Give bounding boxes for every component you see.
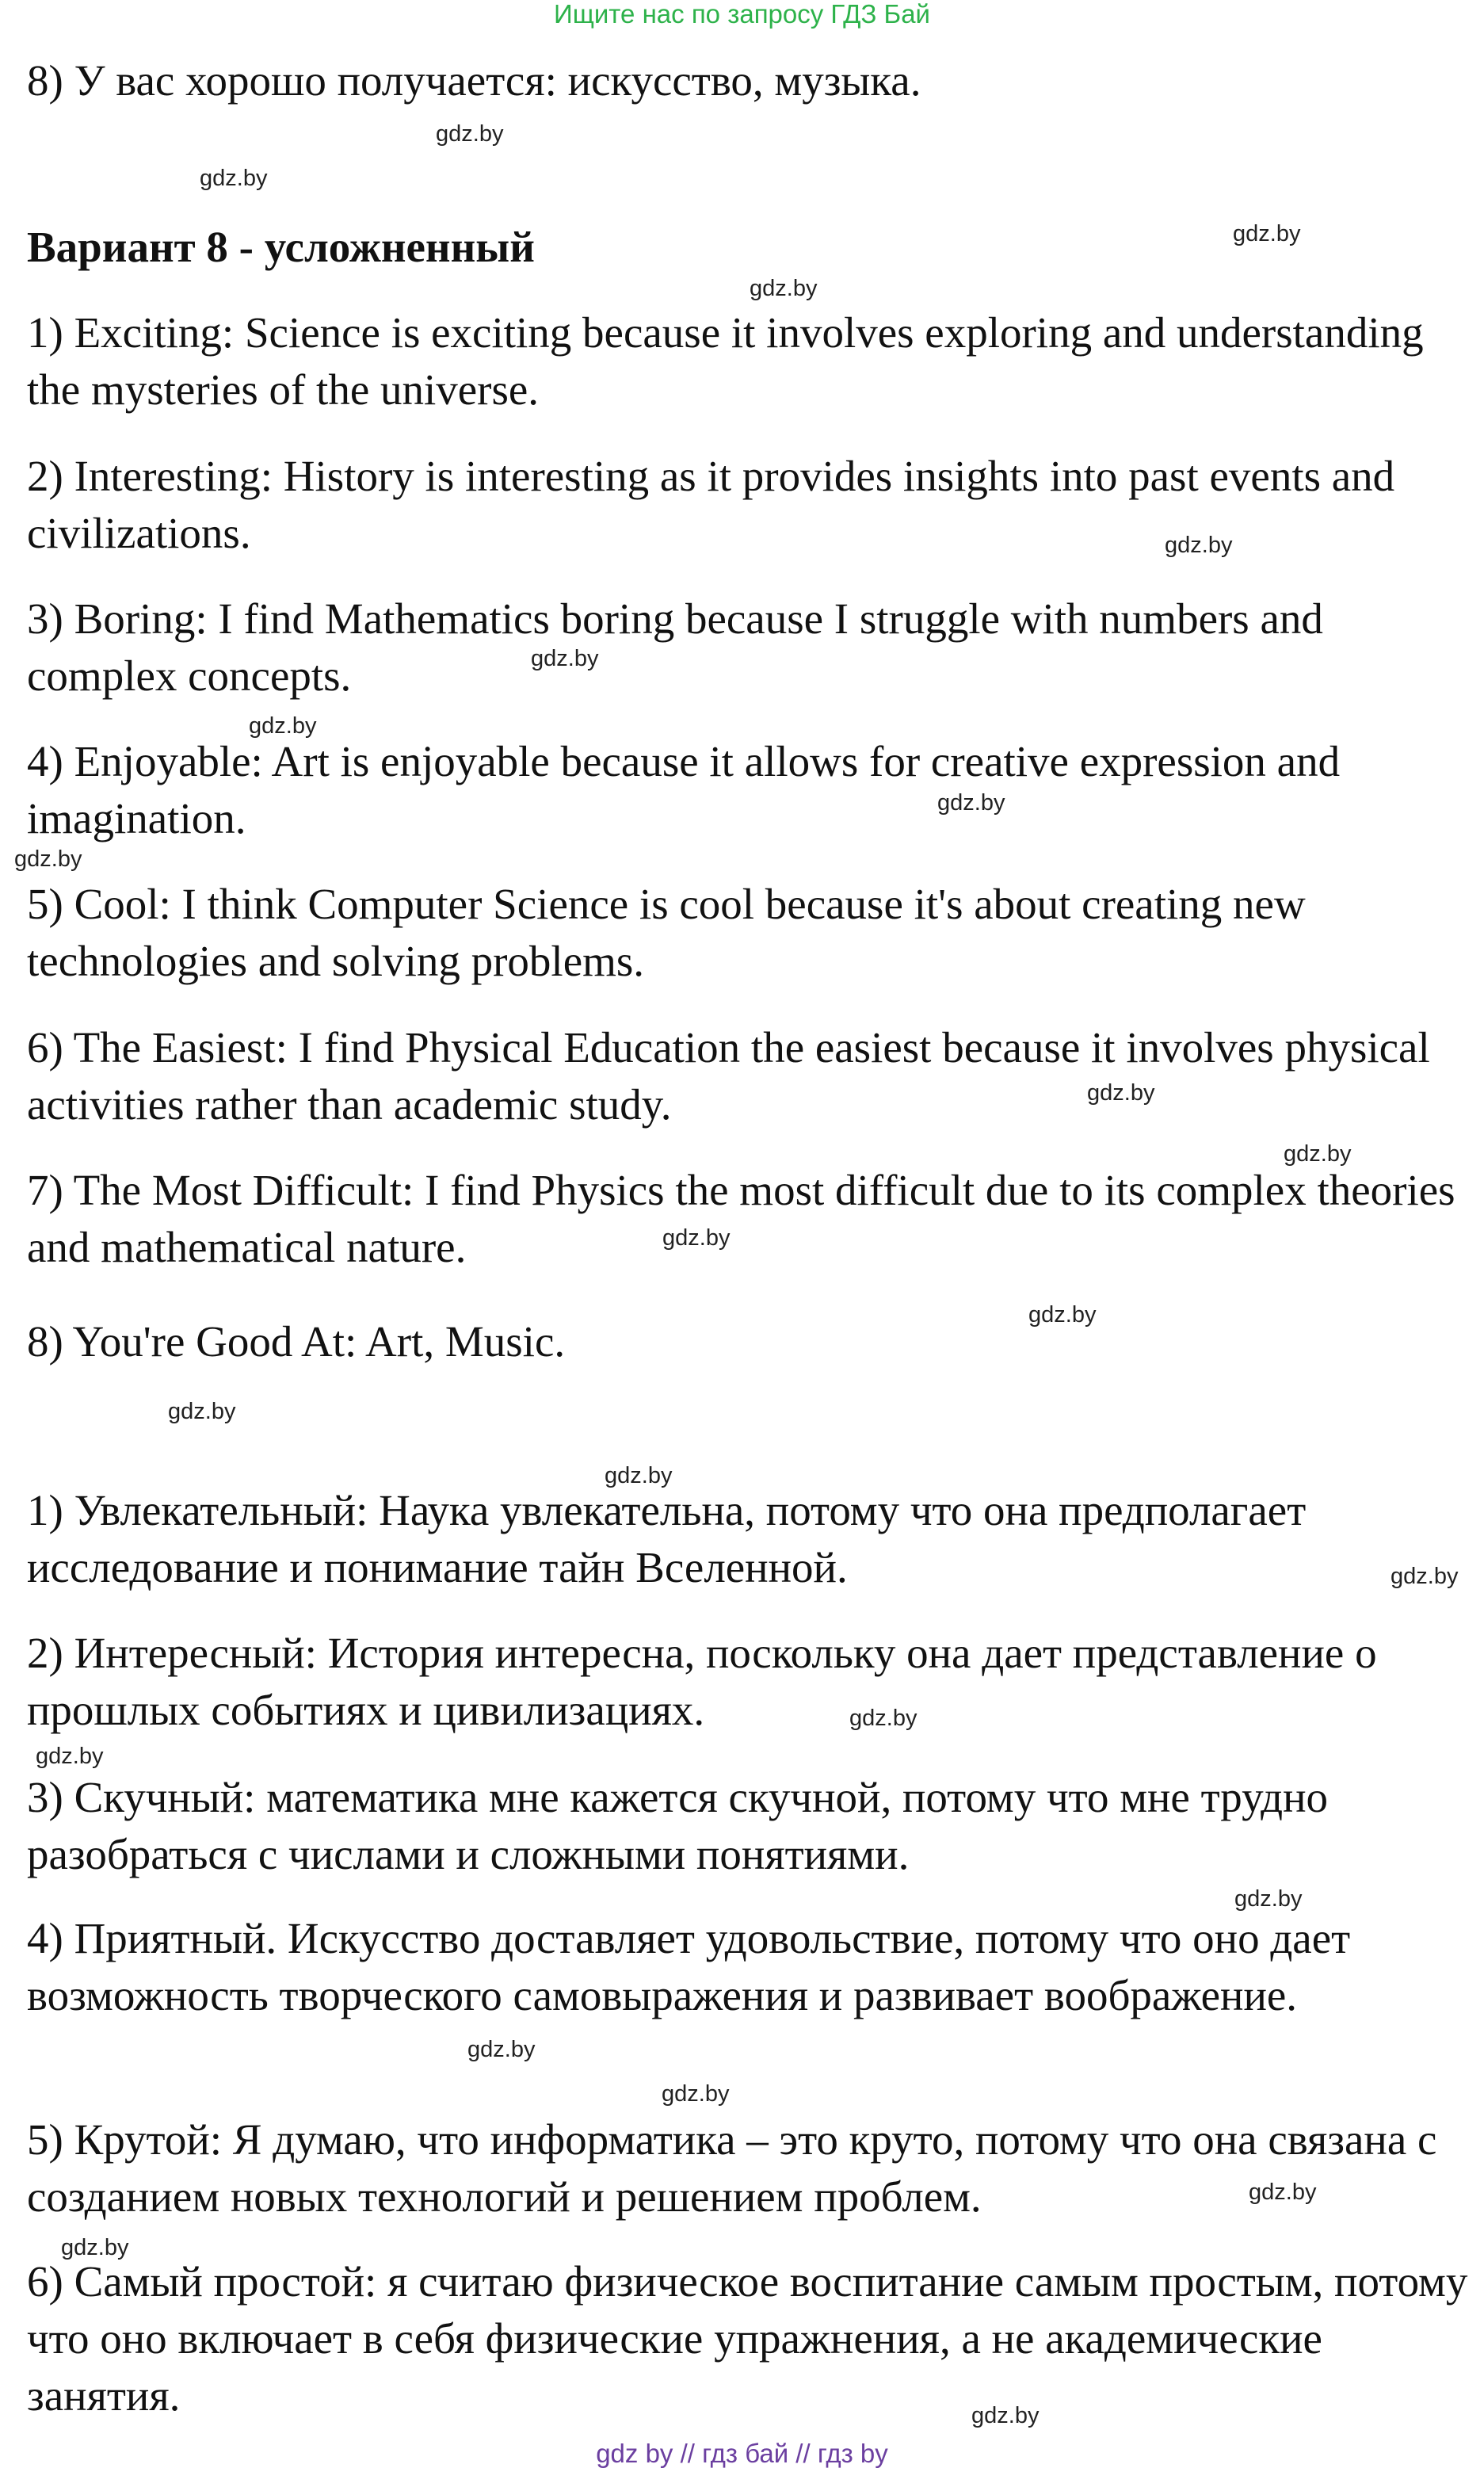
english-answer-2: 2) Interesting: History is interesting as it provides insights into past events and civilizations. (27, 452, 1395, 557)
watermark: gdz.by (1087, 1080, 1155, 1106)
russian-answer-3: 3) Скучный: математика мне кажется скучной, потому что мне трудно разобраться с числами и сложными понятиями. (27, 1773, 1329, 1878)
watermark: gdz.by (750, 276, 818, 301)
watermark: gdz.by (249, 713, 317, 739)
watermark: gdz.by (662, 2081, 730, 2107)
watermark: gdz.by (168, 1399, 236, 1424)
english-answer-4: 4) Enjoyable: Art is enjoyable because it allows for creative expression and imagination. (27, 737, 1341, 842)
russian-answer-6: 6) Самый простой: я считаю физическое воспитание самым простым, потому что оно включает в себя физические упражнения, а не академические занятия. (27, 2257, 1468, 2420)
watermark: gdz.by (937, 790, 1005, 816)
watermark: gdz.by (467, 2037, 536, 2062)
footer-links[interactable]: gdz by // гдз бай // гдз by (596, 2439, 888, 2468)
watermark: gdz.by (1391, 1564, 1459, 1589)
watermark: gdz.by (36, 1744, 104, 1769)
watermark: gdz.by (200, 166, 268, 191)
watermark: gdz.by (531, 646, 599, 671)
watermark: gdz.by (1165, 533, 1233, 558)
watermark: gdz.by (61, 2235, 129, 2260)
top-banner[interactable]: Ищите нас по запросу ГДЗ Бай (554, 0, 930, 29)
watermark: gdz.by (1249, 2180, 1317, 2205)
watermark: gdz.by (1284, 1141, 1352, 1167)
variant-heading: Вариант 8 - усложненный (27, 223, 535, 271)
intro-line: 8) У вас хорошо получается: искусство, музыка. (27, 56, 921, 105)
watermark: gdz.by (1028, 1302, 1097, 1328)
english-answer-1: 1) Exciting: Science is exciting because it involves exploring and understanding the mysteries of the universe. (27, 308, 1424, 414)
watermark: gdz.by (1234, 1886, 1303, 1912)
watermark: gdz.by (849, 1706, 917, 1731)
russian-answer-1: 1) Увлекательный: Наука увлекательна, потому что она предполагает исследование и понимание тайн Вселенной. (27, 1486, 1307, 1591)
watermark: gdz.by (436, 121, 504, 147)
russian-answer-2: 2) Интересный: История интересна, поскольку она дает представление о прошлых событиях и цивилизациях. (27, 1629, 1377, 1734)
english-answer-8: 8) You're Good At: Art, Music. (27, 1317, 566, 1366)
english-answer-5: 5) Cool: I think Computer Science is cool because it's about creating new technologies and solving problems. (27, 880, 1306, 985)
watermark: gdz.by (971, 2403, 1040, 2428)
english-answer-7: 7) The Most Difficult: I find Physics the most difficult due to its complex theories and mathematical nature. (27, 1166, 1455, 1271)
russian-answer-4: 4) Приятный. Искусство доставляет удовольствие, потому что оно дает возможность творческого самовыражения и развивает воображение. (27, 1914, 1351, 2019)
watermark: gdz.by (662, 1225, 731, 1251)
english-answer-6: 6) The Easiest: I find Physical Education the easiest because it involves physical activities rather than academic study. (27, 1023, 1430, 1129)
watermark: gdz.by (14, 846, 82, 872)
russian-answer-5: 5) Крутой: Я думаю, что информатика – это круто, потому что она связана с созданием новых технологий и решением проблем. (27, 2115, 1437, 2221)
english-answer-3: 3) Boring: I find Mathematics boring because I struggle with numbers and complex concepts. (27, 594, 1323, 700)
watermark: gdz.by (605, 1463, 673, 1488)
watermark: gdz.by (1233, 221, 1301, 246)
